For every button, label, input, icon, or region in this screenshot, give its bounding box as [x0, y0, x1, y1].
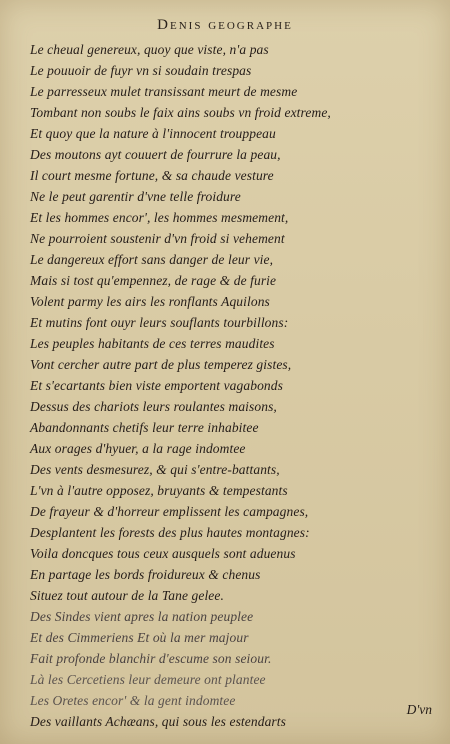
- verse-line: Voila doncques tous ceux ausquels sont aduenus: [30, 546, 296, 561]
- verse-line: Et les hommes encor', les hommes mesmement,: [30, 210, 289, 225]
- verse-line: De frayeur & d'horreur emplissent les campagnes,: [30, 504, 309, 519]
- verse-line: Volent parmy les airs les ronflants Aquilons: [30, 294, 270, 309]
- verse-line: Il court mesme fortune, & sa chaude vesture: [30, 168, 274, 183]
- verse-line: Abandonnants chetifs leur terre inhabitee: [30, 420, 259, 435]
- verse-line: Dessus des chariots leurs roulantes maisons,: [30, 399, 277, 414]
- verse-line: Le parresseux mulet transissant meurt de mesme: [30, 84, 298, 99]
- verse-line: Les Oretes encor' & la gent indomtee: [30, 693, 236, 708]
- verse-line: L'vn à l'autre opposez, bruyants & tempestants: [30, 483, 288, 498]
- running-header: Denis geographe: [157, 17, 293, 33]
- verse-line: Ne pourroient soustenir d'vn froid si vehement: [30, 231, 285, 246]
- verse-line: Aux orages d'hyuer, a la rage indomtee: [30, 441, 246, 456]
- verse-line: Des vaillants Achæans, qui sous les estendarts: [30, 714, 286, 729]
- verse-line: Mais si tost qu'empennez, de rage & de furie: [30, 273, 277, 288]
- verse-line: Des moutons ayt couuert de fourrure la peau,: [30, 147, 281, 162]
- verse-line: Vont cercher autre part de plus temperez gistes,: [30, 357, 292, 372]
- verse-line: Et mutins font ouyr leurs souflants tourbillons:: [30, 315, 289, 330]
- verse-line: Situez tout autour de la Tane gelee.: [30, 588, 224, 603]
- verse-line: Le cheual genereux, quoy que viste, n'a pas: [30, 42, 269, 57]
- verse-line: Le pouuoir de fuyr vn si soudain trespas: [30, 63, 252, 78]
- catchword: D'vn: [406, 702, 432, 717]
- verse-line: Fait profonde blanchir d'escume son seiour.: [30, 651, 272, 666]
- verse-line: Là les Cercetiens leur demeure ont plantee: [30, 672, 266, 687]
- verse-line: Ne le peut garentir d'vne telle froidure: [30, 189, 241, 204]
- verse-line: Et quoy que la nature à l'innocent trouppeau: [30, 126, 276, 141]
- verse-line: En partage les bords froidureux & chenus: [30, 567, 261, 582]
- poem-text: [30, 39, 440, 732]
- verse-line: Et des Cimmeriens Et où la mer majour: [30, 630, 249, 645]
- verse-line: Des Sindes vient apres la nation peuplee: [30, 609, 254, 624]
- verse-line: Tombant non soubs le faix ains soubs vn froid extreme,: [30, 105, 331, 120]
- verse-line: Le dangereux effort sans danger de leur vie,: [30, 252, 274, 267]
- verse-line: Et s'ecartants bien viste emportent vagabonds: [30, 378, 283, 393]
- verse-line: Les peuples habitants de ces terres maudites: [30, 336, 275, 351]
- verse-line: Des vents desmesurez, & qui s'entre-battants,: [30, 462, 280, 477]
- verse-line: Desplantent les forests des plus hautes montagnes:: [30, 525, 310, 540]
